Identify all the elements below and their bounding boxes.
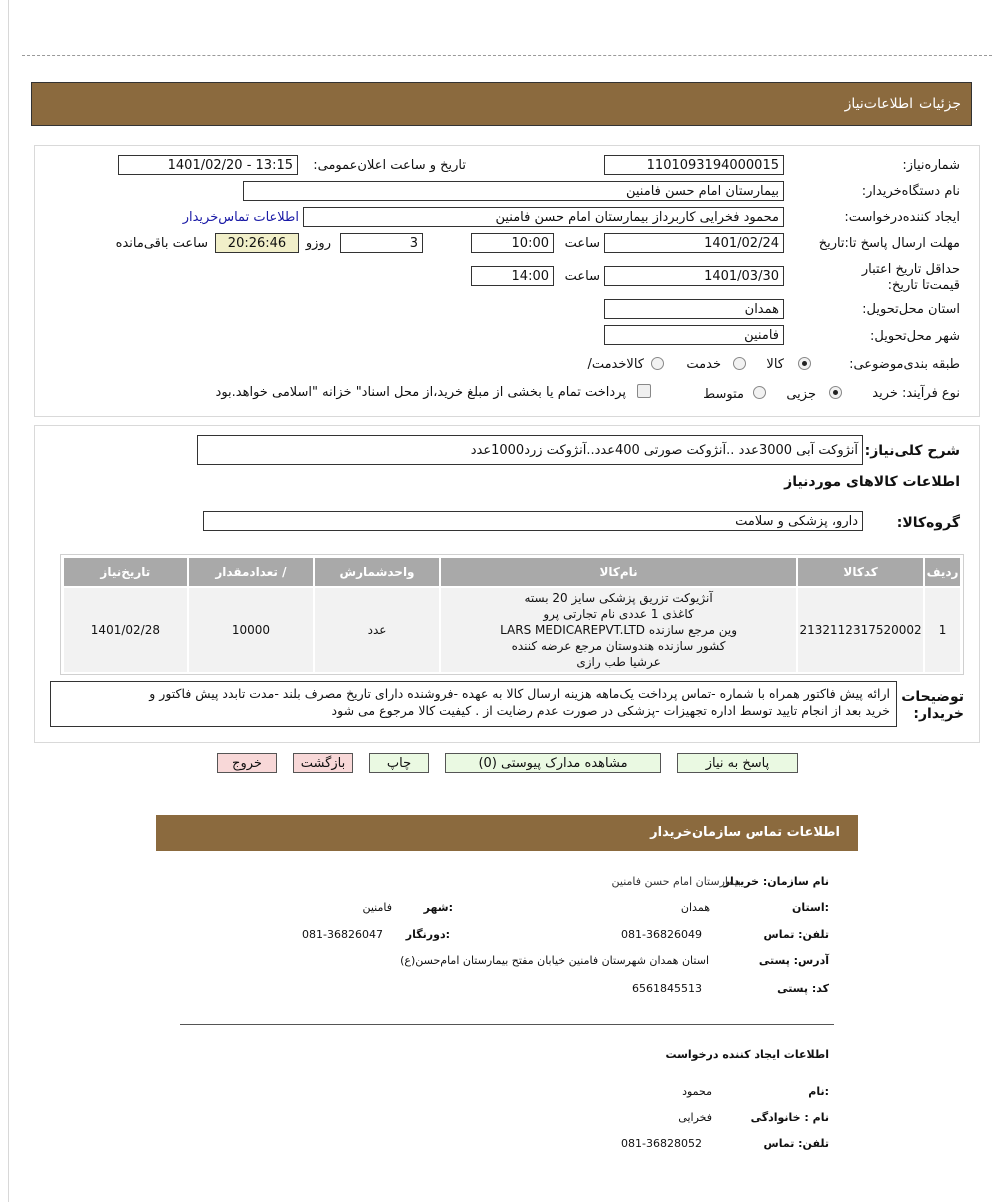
buyer-contact-link[interactable]: اطلاعات تماس‌خریدار [182,210,299,225]
validity-time-label: ساعت [564,269,600,284]
contact-city-label: :شهر [423,901,453,914]
col-name: نام‌کالا [440,557,797,587]
buyer-notes-line: خرید بعد از انجام تایید توسط اداره تجهیزات -پزشکی در صورت عدم رضایت از . کیفیت کالا مرجوع می شود [331,703,890,718]
contact-phone-label: تلفن: تماس [763,928,829,941]
row-name-line: وین مرجع سازنده LARS MEDICAREPVT.LTD [500,623,738,637]
col-date: تاریخ‌نیاز [63,557,188,587]
announce-field: 1401/02/20 - 13:15 [118,155,298,175]
contact-separator [180,1024,834,1025]
row-name-line: کشور سازنده هندوستان مرجع عرضه کننده [511,639,726,653]
org-label: نام سازمان: خریدار [723,875,829,888]
deadline-date-field: 1401/02/24 [604,233,784,253]
items-table [62,556,962,674]
row-unit: عدد [314,587,440,673]
days-field: 3 [340,233,423,253]
col-qty: / تعدادمقدار [188,557,314,587]
category-label: طبقه بندی‌موضوعی: [849,357,960,372]
back-button[interactable]: بازگشت [293,753,353,773]
creator-name-label: :نام [808,1085,829,1098]
contact-fax-label: :دورنگار [405,928,450,941]
payment-note: پرداخت تمام یا بخشی از مبلغ خرید،از محل اسناد" خزانه "اسلامی خواهد.بود [215,385,626,400]
category-service-radio[interactable] [733,357,746,370]
creator-name-value: محمود [682,1085,712,1098]
remaining-label: ساعت باقی‌مانده [115,236,208,251]
process-medium-radio[interactable] [753,386,766,399]
items-table-header-row [63,557,961,587]
attachments-button[interactable]: مشاهده مدارک پیوستی (0) [445,753,661,773]
category-goods-service-radio[interactable] [651,357,664,370]
buyer-notes-box [50,681,897,727]
left-border-line [8,0,9,1202]
process-label: نوع فرآیند: خرید [872,386,960,401]
creator-phone-value: 081-36828052 [621,1137,702,1150]
validity-date-field: 1401/03/30 [604,266,784,286]
deadline-time-field: 10:00 [471,233,554,253]
reply-button[interactable]: پاسخ به نیاز [677,753,798,773]
buyer-org-field: بیمارستان امام حسن فامنین [243,181,784,201]
buyer-notes-label-line: توضیحات [901,689,964,705]
creator-label: ایجاد کننده‌درخواست: [844,210,960,225]
city-label: شهر محل‌تحویل: [870,329,960,344]
announce-label: تاریخ و ساعت اعلان‌عمومی: [313,158,466,173]
contact-address-value: استان همدان شهرستان فامنین خیابان مفتح بیمارستان امام‌حسن(ع) [400,954,709,967]
need-summary-label: شرح کلی‌نیاز: [864,443,960,459]
category-goods-label: کالا [766,357,784,372]
tab-details[interactable]: جزئیات [919,96,961,112]
deadline-label: مهلت ارسال پاسخ تا:تاریخ [818,236,960,251]
row-index: 1 [924,587,961,673]
creator-info-title: اطلاعات ایجاد کننده درخواست [665,1048,829,1061]
city-field: فامنین [604,325,784,345]
row-date: 1401/02/28 [63,587,188,673]
row-name-line: کاغذی 1 عددی نام تجارتی پرو [543,607,694,621]
remaining-time-display: 20:26:46 [215,233,299,253]
province-label: استان محل‌تحویل: [862,302,960,317]
process-medium-label: متوسط [703,387,744,402]
goods-group-label: گروه‌کالا: [896,515,960,531]
payment-checkbox[interactable] [637,384,651,398]
need-summary-field [197,435,863,465]
category-goods-radio[interactable] [798,357,811,370]
validity-time-field: 14:00 [471,266,554,286]
need-number-field: 1101093194000015 [604,155,784,175]
contact-header-bar [156,815,858,851]
col-code: کدکالا [797,557,924,587]
contact-fax-value: 081-36826047 [302,928,383,941]
days-word: روزو [305,236,331,251]
row-code: 2132112317520002 [797,587,924,673]
row-name [440,587,797,673]
buyer-notes-label [901,689,964,723]
col-row: ردیف [924,557,961,587]
creator-field: محمود فخرایی کاربرداز بیمارستان امام حسن فامنین [303,207,784,227]
process-minor-radio[interactable] [829,386,842,399]
buyer-org-label: نام دستگاه‌خریدار: [861,184,960,199]
row-name-line: آنژیوکت تزریق پزشکی سایز 20 بسته [524,591,713,605]
table-row [63,587,961,673]
row-name-line: عرشیا طب رازی [576,655,661,669]
validity-label: حداقل تاریخ اعتبار قیمت‌تا تاریخ: [861,262,960,293]
deadline-time-label: ساعت [564,236,600,251]
category-service-label: خدمت [686,357,721,372]
creator-family-value: فخرایی [678,1111,712,1124]
creator-family-label: نام : خانوادگی [750,1111,829,1124]
need-summary-text: آنژوکت آبی 3000عدد ..آنژوکت صورتی 400عدد..آنژوکت زرد1000عدد [470,443,858,458]
contact-postal-label: کد: پستی [777,982,829,995]
buyer-notes-label-line: خریدار: [913,706,964,722]
org-value: بیمارستان امام حسن فامنین [611,875,741,888]
contact-address-label: آدرس: پستی [758,954,829,967]
dotted-divider [22,55,992,56]
contact-postal-value: 6561845513 [632,982,702,995]
province-field: همدان [604,299,784,319]
need-number-label: شماره‌نیاز: [902,158,960,173]
buyer-notes-line: ارائه پیش فاکتور همراه با شماره -تماس پرداخت یک‌ماهه هزینه ارسال کالا به عهده -فروشنده دارای تاریخ مصرف بلند -مدت تابدد پیش فاکتور و [149,686,890,701]
category-goods-service-label: کالا‌خدمت/ [587,357,644,372]
details-header-bar [31,82,972,126]
tab-need-info[interactable]: اطلاعات‌نیاز [844,96,913,112]
contact-title: اطلاعات تماس سازمان‌خریدار [650,825,840,840]
contact-phone-value: 081-36826049 [621,928,702,941]
goods-group-field: دارو، پزشکی و سلامت [203,511,863,531]
row-qty: 10000 [188,587,314,673]
contact-city-value: فامنین [362,901,392,914]
process-minor-label: جزیی [786,387,816,402]
contact-province-value: همدان [680,901,710,914]
col-unit: واحدشمارش [314,557,440,587]
exit-button[interactable]: خروج [217,753,277,773]
contact-province-label: :استان [792,901,829,914]
creator-phone-label: تلفن: تماس [763,1137,829,1150]
print-button[interactable]: چاپ [369,753,429,773]
goods-info-title: اطلاعات کالاهای موردنیاز [784,474,960,490]
